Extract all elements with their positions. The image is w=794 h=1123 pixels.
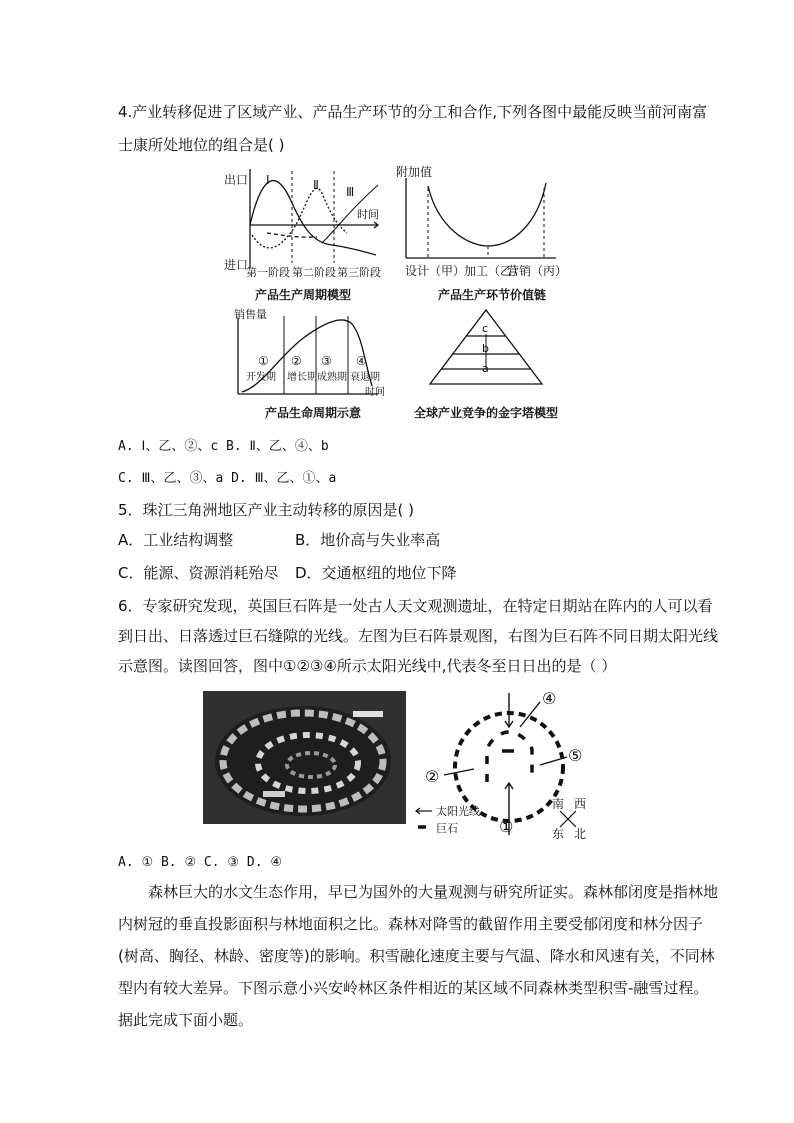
fig1-x-label: 时间 bbox=[357, 208, 379, 221]
fig1-y-top: 出口 bbox=[224, 173, 249, 187]
fig1-y-bottom: 进口 bbox=[224, 258, 249, 272]
q6-stem-line2: 到日出、日落透过巨石缝隙的光线。左图为巨石阵景观图，右图为巨石阵不同日期太阳光线 bbox=[118, 627, 719, 645]
passage-line5: 据此完成下面小题。 bbox=[118, 1011, 254, 1029]
fig1-caption: 产品生产周期模型 bbox=[255, 288, 352, 302]
fig4-caption: 全球产业竞争的金字塔模型 bbox=[414, 406, 559, 420]
compass-north: 北 bbox=[574, 827, 587, 841]
fig3-phase-3-name: 成熟期 bbox=[317, 372, 347, 383]
stonehenge-photo bbox=[203, 691, 406, 824]
q6-stem-line3: 示意图。读图回答，图中①②③④所示太阳光线中,代表冬至日日出的是（ ） bbox=[118, 657, 617, 675]
q6-stem-line1: 6．专家研究发现，英国巨石阵是一处古人天文观测遗址，在特定日期站在阵内的人可以看 bbox=[118, 597, 713, 615]
q5-option-c: C．能源、资源消耗殆尽 bbox=[118, 564, 279, 582]
q4-options-line2: C. Ⅲ、乙、③、a D. Ⅲ、乙、①、a bbox=[118, 471, 337, 486]
value-chain-chart bbox=[398, 168, 558, 268]
fig3-phase-4-num: ④ bbox=[356, 354, 367, 368]
fig2-x-label-3: 营销（丙） bbox=[507, 264, 568, 278]
q5-stem: 5．珠江三角洲地区产业主动转移的原因是( ) bbox=[118, 501, 415, 519]
legend-stone-label: 巨石 bbox=[436, 822, 458, 835]
q5-option-b: B．地价高与失业率高 bbox=[295, 531, 441, 549]
marker-1: ① bbox=[499, 817, 514, 836]
fig3-phase-1-num: ① bbox=[258, 354, 269, 368]
passage-line4: 型内有较大差异。下图示意小兴安岭林区条件相近的某区域不同森林类型积雪-融雪过程。 bbox=[118, 979, 709, 997]
legend-ray-label: 太阳光线 bbox=[436, 805, 480, 818]
marker-5: ⑤ bbox=[568, 746, 583, 765]
marker-2: ② bbox=[425, 767, 440, 786]
compass-east: 东 bbox=[552, 827, 565, 841]
fig1-curve-label-3: Ⅲ bbox=[346, 185, 355, 199]
fig4-level-a: a bbox=[482, 362, 489, 375]
passage-line3: (树高、胸径、林龄、密度等)的影响。积雪融化速度主要与气温、降水和风速有关，不同林 bbox=[118, 947, 715, 965]
fig2-caption: 产品生产环节价值链 bbox=[438, 288, 547, 302]
fig3-phase-2-name: 增长期 bbox=[287, 372, 317, 383]
q5-option-a: A．工业结构调整 bbox=[118, 531, 234, 549]
fig3-y-label: 销售量 bbox=[234, 308, 267, 321]
fig1-stage-3: 第三阶段 bbox=[337, 266, 381, 279]
fig3-phase-4-name: 衰退期 bbox=[350, 372, 380, 383]
fig1-curve-label-2: Ⅱ bbox=[313, 178, 319, 192]
passage-line1: 森林巨大的水文生态作用，早已为国外的大量观测与研究所证实。森林郁闭度是指林地 bbox=[148, 883, 719, 901]
fig2-x-label-1: 设计（甲） bbox=[405, 264, 466, 278]
q5-option-d: D．交通枢纽的地位下降 bbox=[295, 564, 457, 582]
fig3-caption: 产品生命周期示意 bbox=[265, 406, 362, 420]
fig1-stage-1: 第一阶段 bbox=[246, 266, 290, 279]
passage-line2: 内树冠的垂直投影面积与林地面积之比。森林对降雪的截留作用主要受郁闭度和林分因子 bbox=[118, 915, 704, 933]
q4-stem-line2: 士康所处地位的组合是( ) bbox=[118, 136, 285, 154]
fig3-phase-2-num: ② bbox=[291, 354, 302, 368]
compass-south: 南 bbox=[552, 797, 565, 811]
fig3-x-label: 时间 bbox=[365, 387, 385, 398]
compass-west: 西 bbox=[574, 797, 587, 811]
q4-options-line1: A. Ⅰ、乙、②、c B. Ⅱ、乙、④、b bbox=[118, 439, 329, 454]
fig3-phase-3-num: ③ bbox=[321, 354, 332, 368]
fig3-phase-1-name: 开发期 bbox=[246, 372, 276, 383]
fig1-stage-2: 第二阶段 bbox=[292, 266, 336, 279]
marker-4: ④ bbox=[542, 689, 557, 708]
fig2-x-label-2: 加工（乙） bbox=[464, 264, 525, 278]
q6-options: A. ① B. ② C. ③ D. ④ bbox=[118, 855, 283, 870]
fig2-y-label: 附加值 bbox=[396, 165, 433, 179]
fig4-level-b: b bbox=[482, 342, 489, 355]
fig4-level-c: c bbox=[482, 322, 489, 335]
fig1-curve-label-1: Ⅰ bbox=[266, 173, 270, 187]
q4-stem-line1: 4.产业转移促进了区域产业、产品生产环节的分工和合作,下列各图中最能反映当前河南富 bbox=[118, 103, 708, 121]
